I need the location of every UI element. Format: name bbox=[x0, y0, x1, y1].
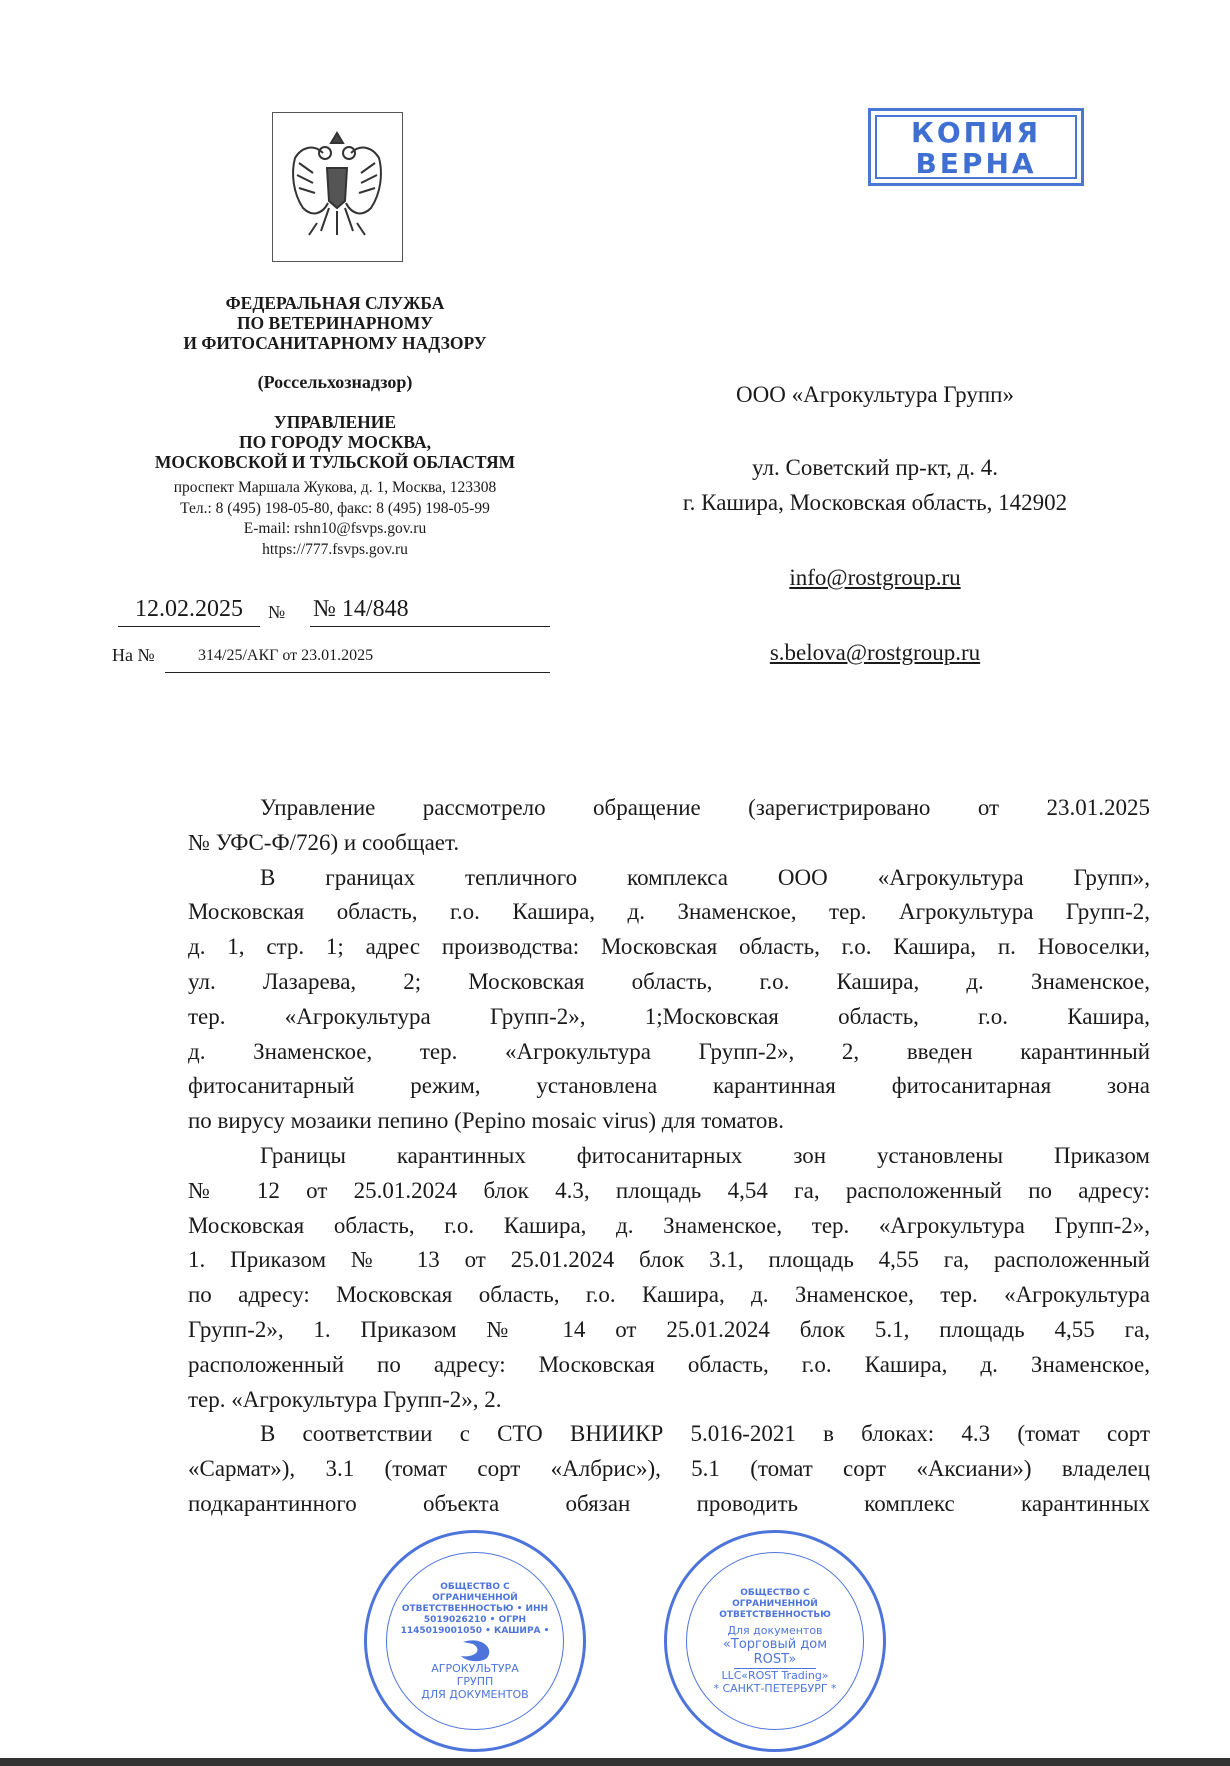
body-line: д. 1, стр. 1; адрес производства: Московская область, г.о. Кашира, п. Новоселки, bbox=[188, 934, 1150, 960]
body-line: Московская область, г.о. Кашира, д. Знаменское, тер. «Агрокультура Групп-2», bbox=[188, 1212, 1150, 1238]
seal-latin-text: LLC«ROST Trading» bbox=[721, 1668, 829, 1682]
stamp-line: ВЕРНА bbox=[915, 147, 1037, 180]
body-line: Групп-2», 1. Приказом № 14 от 25.01.2024 блок 5.1, площадь 4,55 га, bbox=[188, 1316, 1150, 1342]
body-line: № 12 от 25.01.2024 блок 4.3, площадь 4,54 га, расположенный по адресу: bbox=[188, 1177, 1150, 1203]
agency-phone: Тел.: 8 (495) 198-05-80, факс: 8 (495) 198-05-99 bbox=[180, 499, 490, 517]
agrokultura-seal bbox=[364, 1530, 586, 1752]
agency-website: https://777.fsvps.gov.ru bbox=[262, 540, 408, 558]
seal-center-line: АГРОКУЛЬТУРА bbox=[431, 1661, 519, 1675]
rost-trading-seal bbox=[664, 1530, 886, 1752]
agency-name-line: ФЕДЕРАЛЬНАЯ СЛУЖБА bbox=[225, 293, 445, 313]
agency-address: проспект Маршала Жукова, д. 1, Москва, 123308 bbox=[173, 479, 497, 496]
seal-center-line: ROST» bbox=[734, 1652, 817, 1669]
letter-body bbox=[188, 791, 1150, 1522]
agency-name bbox=[100, 293, 570, 353]
seal-center-line: ГРУПП bbox=[456, 1674, 494, 1688]
body-line: «Сармат»), 3.1 (томат сорт «Албрис»), 5.1 (томат сорт «Аксиани») владелец bbox=[188, 1456, 1150, 1482]
body-line: № УФС-Ф/726) и сообщает. bbox=[188, 829, 460, 855]
letter-number: № 14/848 bbox=[313, 596, 409, 622]
seal-center-line: «Торговый дом bbox=[722, 1636, 828, 1652]
addressee-city: г. Кашира, Московская область, 142902 bbox=[682, 490, 1068, 515]
agency-name-line: ПО ВЕТЕРИНАРНОМУ bbox=[236, 313, 434, 333]
number-label: № bbox=[268, 602, 286, 622]
body-line: тер. «Агрокультура Групп-2», 1;Московская область, г.о. Кашира, bbox=[188, 1003, 1150, 1029]
body-line: В границах тепличного комплекса ООО «Агрокультура Групп», bbox=[260, 864, 1150, 890]
body-line: по адресу: Московская область, г.о. Кашира, д. Знаменское, тер. «Агрокультура bbox=[188, 1282, 1150, 1308]
addressee-street: ул. Советский пр-кт, д. 4. bbox=[752, 455, 998, 480]
seal-bottom-text: ДЛЯ ДОКУМЕНТОВ bbox=[421, 1687, 529, 1701]
body-line: тер. «Агрокультура Групп-2», 2. bbox=[188, 1386, 502, 1412]
agency-email: E-mail: rshn10@fsvps.gov.ru bbox=[243, 520, 427, 537]
body-line: В соответствии с СТО ВНИИКР 5.016-2021 в блоках: 4.3 (томат сорт bbox=[260, 1421, 1150, 1447]
department-name bbox=[100, 412, 570, 472]
crescent-logo-icon bbox=[455, 1640, 495, 1662]
agency-short-name: (Россельхознадзор) bbox=[257, 372, 413, 392]
addressee-company: ООО «Агрокультура Групп» bbox=[736, 382, 1014, 407]
seal-bottom-text: * САНКТ-ПЕТЕРБУРГ * bbox=[713, 1681, 837, 1695]
reply-label: На № bbox=[112, 645, 155, 665]
body-line: подкарантинного объекта обязан проводить комплекс карантинных bbox=[188, 1490, 1150, 1516]
reply-reference: 314/25/АКГ от 23.01.2025 bbox=[198, 647, 374, 664]
body-line: ул. Лазарева, 2; Московская область, г.о. Кашира, д. Знаменское, bbox=[188, 968, 1150, 994]
body-line: д. Знаменское, тер. «Агрокультура Групп-2», 2, введен карантинный bbox=[188, 1038, 1150, 1064]
copy-certified-stamp bbox=[868, 108, 1084, 186]
department-name-line: ПО ГОРОДУ МОСКВА, bbox=[239, 432, 431, 452]
department-name-line: УПРАВЛЕНИЕ bbox=[273, 412, 397, 432]
body-line: Московская область, г.о. Кашира, д. Знаменское, тер. Агрокультура Групп-2, bbox=[188, 899, 1150, 925]
body-line: расположенный по адресу: Московская область, г.о. Кашира, д. Знаменское, bbox=[188, 1351, 1150, 1377]
agency-contacts bbox=[100, 478, 570, 560]
seal-top-text: Для документов bbox=[727, 1623, 823, 1637]
scan-edge bbox=[0, 1758, 1230, 1766]
body-line: Границы карантинных фитосанитарных зон установлены Приказом bbox=[260, 1142, 1150, 1168]
stamp-line: КОПИЯ bbox=[910, 116, 1042, 149]
body-line: по вирусу мозаики пепино (Pepino mosaic virus) для томатов. bbox=[188, 1108, 784, 1134]
body-line: Управление рассмотрело обращение (зарегистрировано от 23.01.2025 bbox=[260, 795, 1150, 820]
letter-date: 12.02.2025 bbox=[135, 596, 243, 622]
body-line: фитосанитарный режим, установлена карантинная фитосанитарная зона bbox=[188, 1073, 1150, 1099]
seal-ring-text: ОБЩЕСТВО С ОГРАНИЧЕННОЙ ОТВЕТСТВЕННОСТЬЮ • ИНН 5019026210 • ОГРН 1145019001050 • КАШИРА • bbox=[400, 1581, 550, 1636]
addressee-email-belova[interactable]: s.belova@rostgroup.ru bbox=[769, 640, 981, 665]
agency-name-line: И ФИТОСАНИТАРНОМУ НАДЗОРУ bbox=[183, 333, 487, 353]
eagle-icon bbox=[273, 113, 402, 261]
department-name-line: МОСКОВСКОЙ И ТУЛЬСКОЙ ОБЛАСТЯМ bbox=[154, 452, 516, 472]
body-line: 1. Приказом № 13 от 25.01.2024 блок 3.1, площадь 4,55 га, расположенный bbox=[188, 1247, 1150, 1273]
seal-ring-text: ОБЩЕСТВО С ОГРАНИЧЕННОЙ ОТВЕТСТВЕННОСТЬЮ bbox=[719, 1587, 831, 1620]
addressee-email-info[interactable]: info@rostgroup.ru bbox=[789, 565, 961, 590]
coat-of-arms-emblem bbox=[272, 112, 403, 262]
